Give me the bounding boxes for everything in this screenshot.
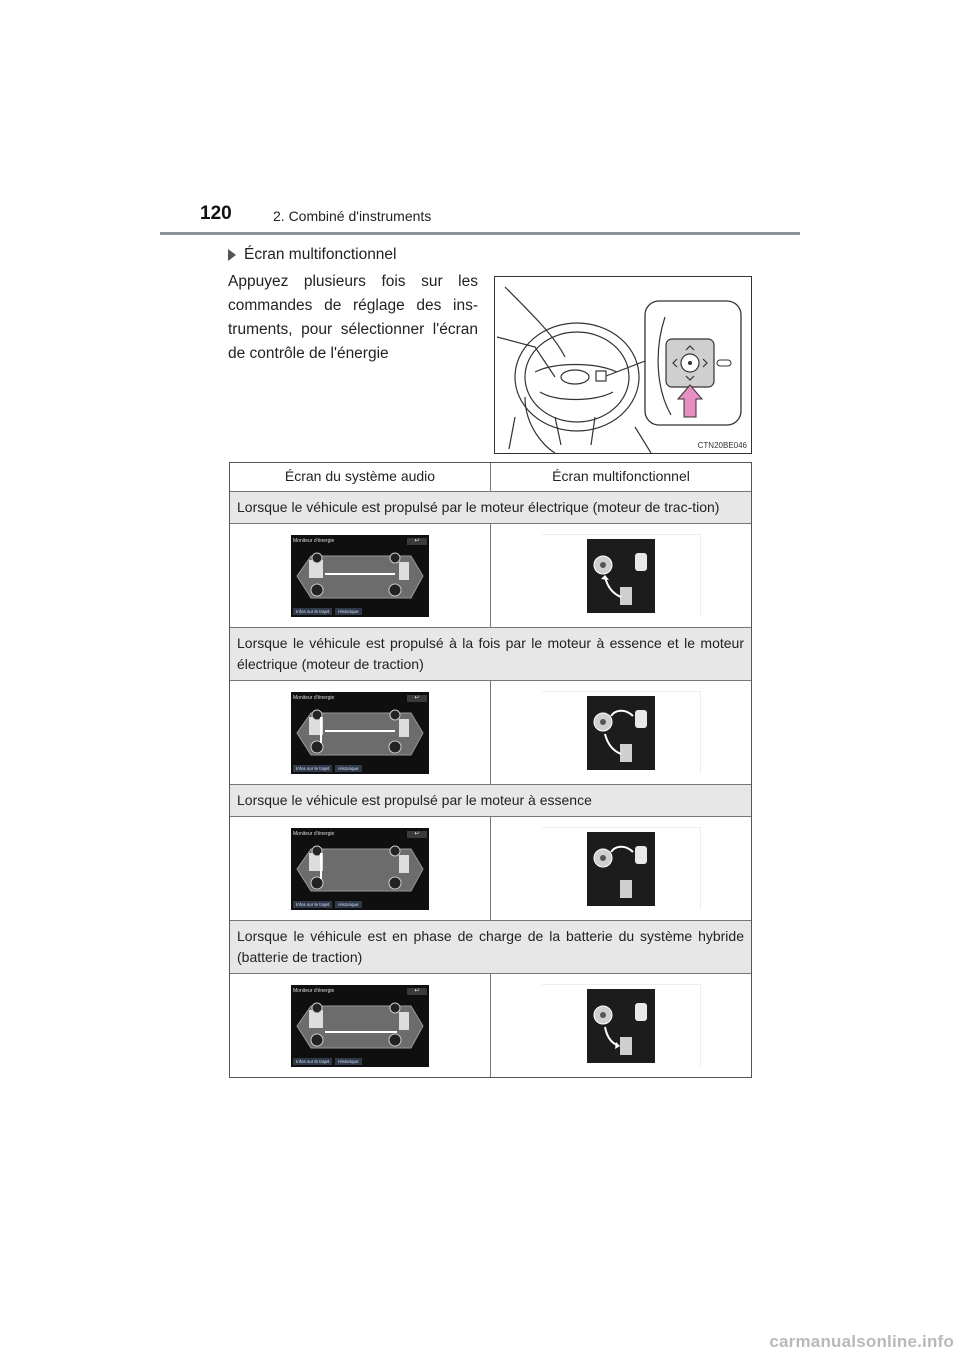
row-description: Lorsque le véhicule est propulsé par le moteur à essence xyxy=(230,785,751,816)
mfd-energy-monitor-screen xyxy=(587,539,655,613)
illustration-code: CTN20BE046 xyxy=(697,441,747,450)
back-arrow-icon: ↩ xyxy=(407,538,427,545)
table-row-images xyxy=(230,680,751,784)
section-title: 2. Combiné d'instruments xyxy=(273,208,432,224)
intro-paragraph: Appuyez plusieurs fois sur les commandes de réglage des ins-truments, pour sélectionner l'écran de contrôle de l'énergie xyxy=(228,273,478,362)
row-description: Lorsque le véhicule est en phase de charge de la batterie du système hybride (batterie de traction) xyxy=(230,921,751,973)
page-number: 120 xyxy=(200,203,232,224)
back-arrow-icon: ↩ xyxy=(407,695,427,702)
tab-history: Historique xyxy=(335,608,361,615)
table-row-images xyxy=(230,816,751,920)
audio-energy-monitor-screen xyxy=(291,535,429,617)
tab-history: Historique xyxy=(335,765,361,772)
row-description: Lorsque le véhicule est propulsé à la fois par le moteur à essence et le moteur électrique (moteur de traction) xyxy=(230,628,751,680)
table-row-images xyxy=(230,973,751,1077)
table-row xyxy=(230,627,751,680)
watermark: carmanualsonline.info xyxy=(769,1332,954,1351)
mfd-energy-monitor-screen xyxy=(587,832,655,906)
header-multi-info-display: Écran multifonctionnel xyxy=(490,463,751,491)
audio-energy-monitor-screen xyxy=(291,985,429,1067)
row-description: Lorsque le véhicule est propulsé par le moteur électrique (moteur de trac-tion) xyxy=(230,492,751,523)
screen-title: Moniteur d'énergie xyxy=(293,988,335,994)
car-energy-flow-diagram xyxy=(291,996,429,1056)
table-row xyxy=(230,491,751,523)
car-energy-flow-diagram xyxy=(291,546,429,606)
mfd-energy-flow-diagram xyxy=(587,989,655,1063)
car-energy-flow-diagram xyxy=(291,703,429,763)
header-rule xyxy=(160,232,800,235)
subheading xyxy=(228,246,397,264)
screen-title: Moniteur d'énergie xyxy=(293,831,335,837)
tab-trip-info: Infos sur le trajet xyxy=(293,901,332,908)
tab-history: Historique xyxy=(335,901,361,908)
energy-monitor-table xyxy=(229,462,752,1078)
audio-energy-monitor-screen xyxy=(291,828,429,910)
header-audio-screen: Écran du système audio xyxy=(284,468,436,484)
mfd-energy-flow-diagram xyxy=(587,832,655,906)
back-arrow-icon: ↩ xyxy=(407,831,427,838)
mfd-energy-flow-diagram xyxy=(587,696,655,770)
table-row-images xyxy=(230,523,751,627)
tab-trip-info: Infos sur le trajet xyxy=(293,765,332,772)
car-energy-flow-diagram xyxy=(291,839,429,899)
tab-history: Historique xyxy=(335,1058,361,1065)
mfd-energy-monitor-screen xyxy=(587,989,655,1063)
screen-title: Moniteur d'énergie xyxy=(293,538,335,544)
table-row xyxy=(230,920,751,973)
audio-energy-monitor-screen xyxy=(291,692,429,774)
mfd-energy-flow-diagram xyxy=(587,539,655,613)
tab-trip-info: Infos sur le trajet xyxy=(293,608,332,615)
table-header-row xyxy=(230,463,751,491)
bullet-triangle-icon xyxy=(228,249,236,261)
tab-trip-info: Infos sur le trajet xyxy=(293,1058,332,1065)
subheading-text: Écran multifonctionnel xyxy=(244,246,397,263)
steering-switch-illustration xyxy=(494,276,752,454)
screen-title: Moniteur d'énergie xyxy=(293,695,335,701)
steering-wheel-drawing xyxy=(495,277,751,453)
back-arrow-icon: ↩ xyxy=(407,988,427,995)
mfd-energy-monitor-screen xyxy=(587,696,655,770)
table-row xyxy=(230,784,751,816)
